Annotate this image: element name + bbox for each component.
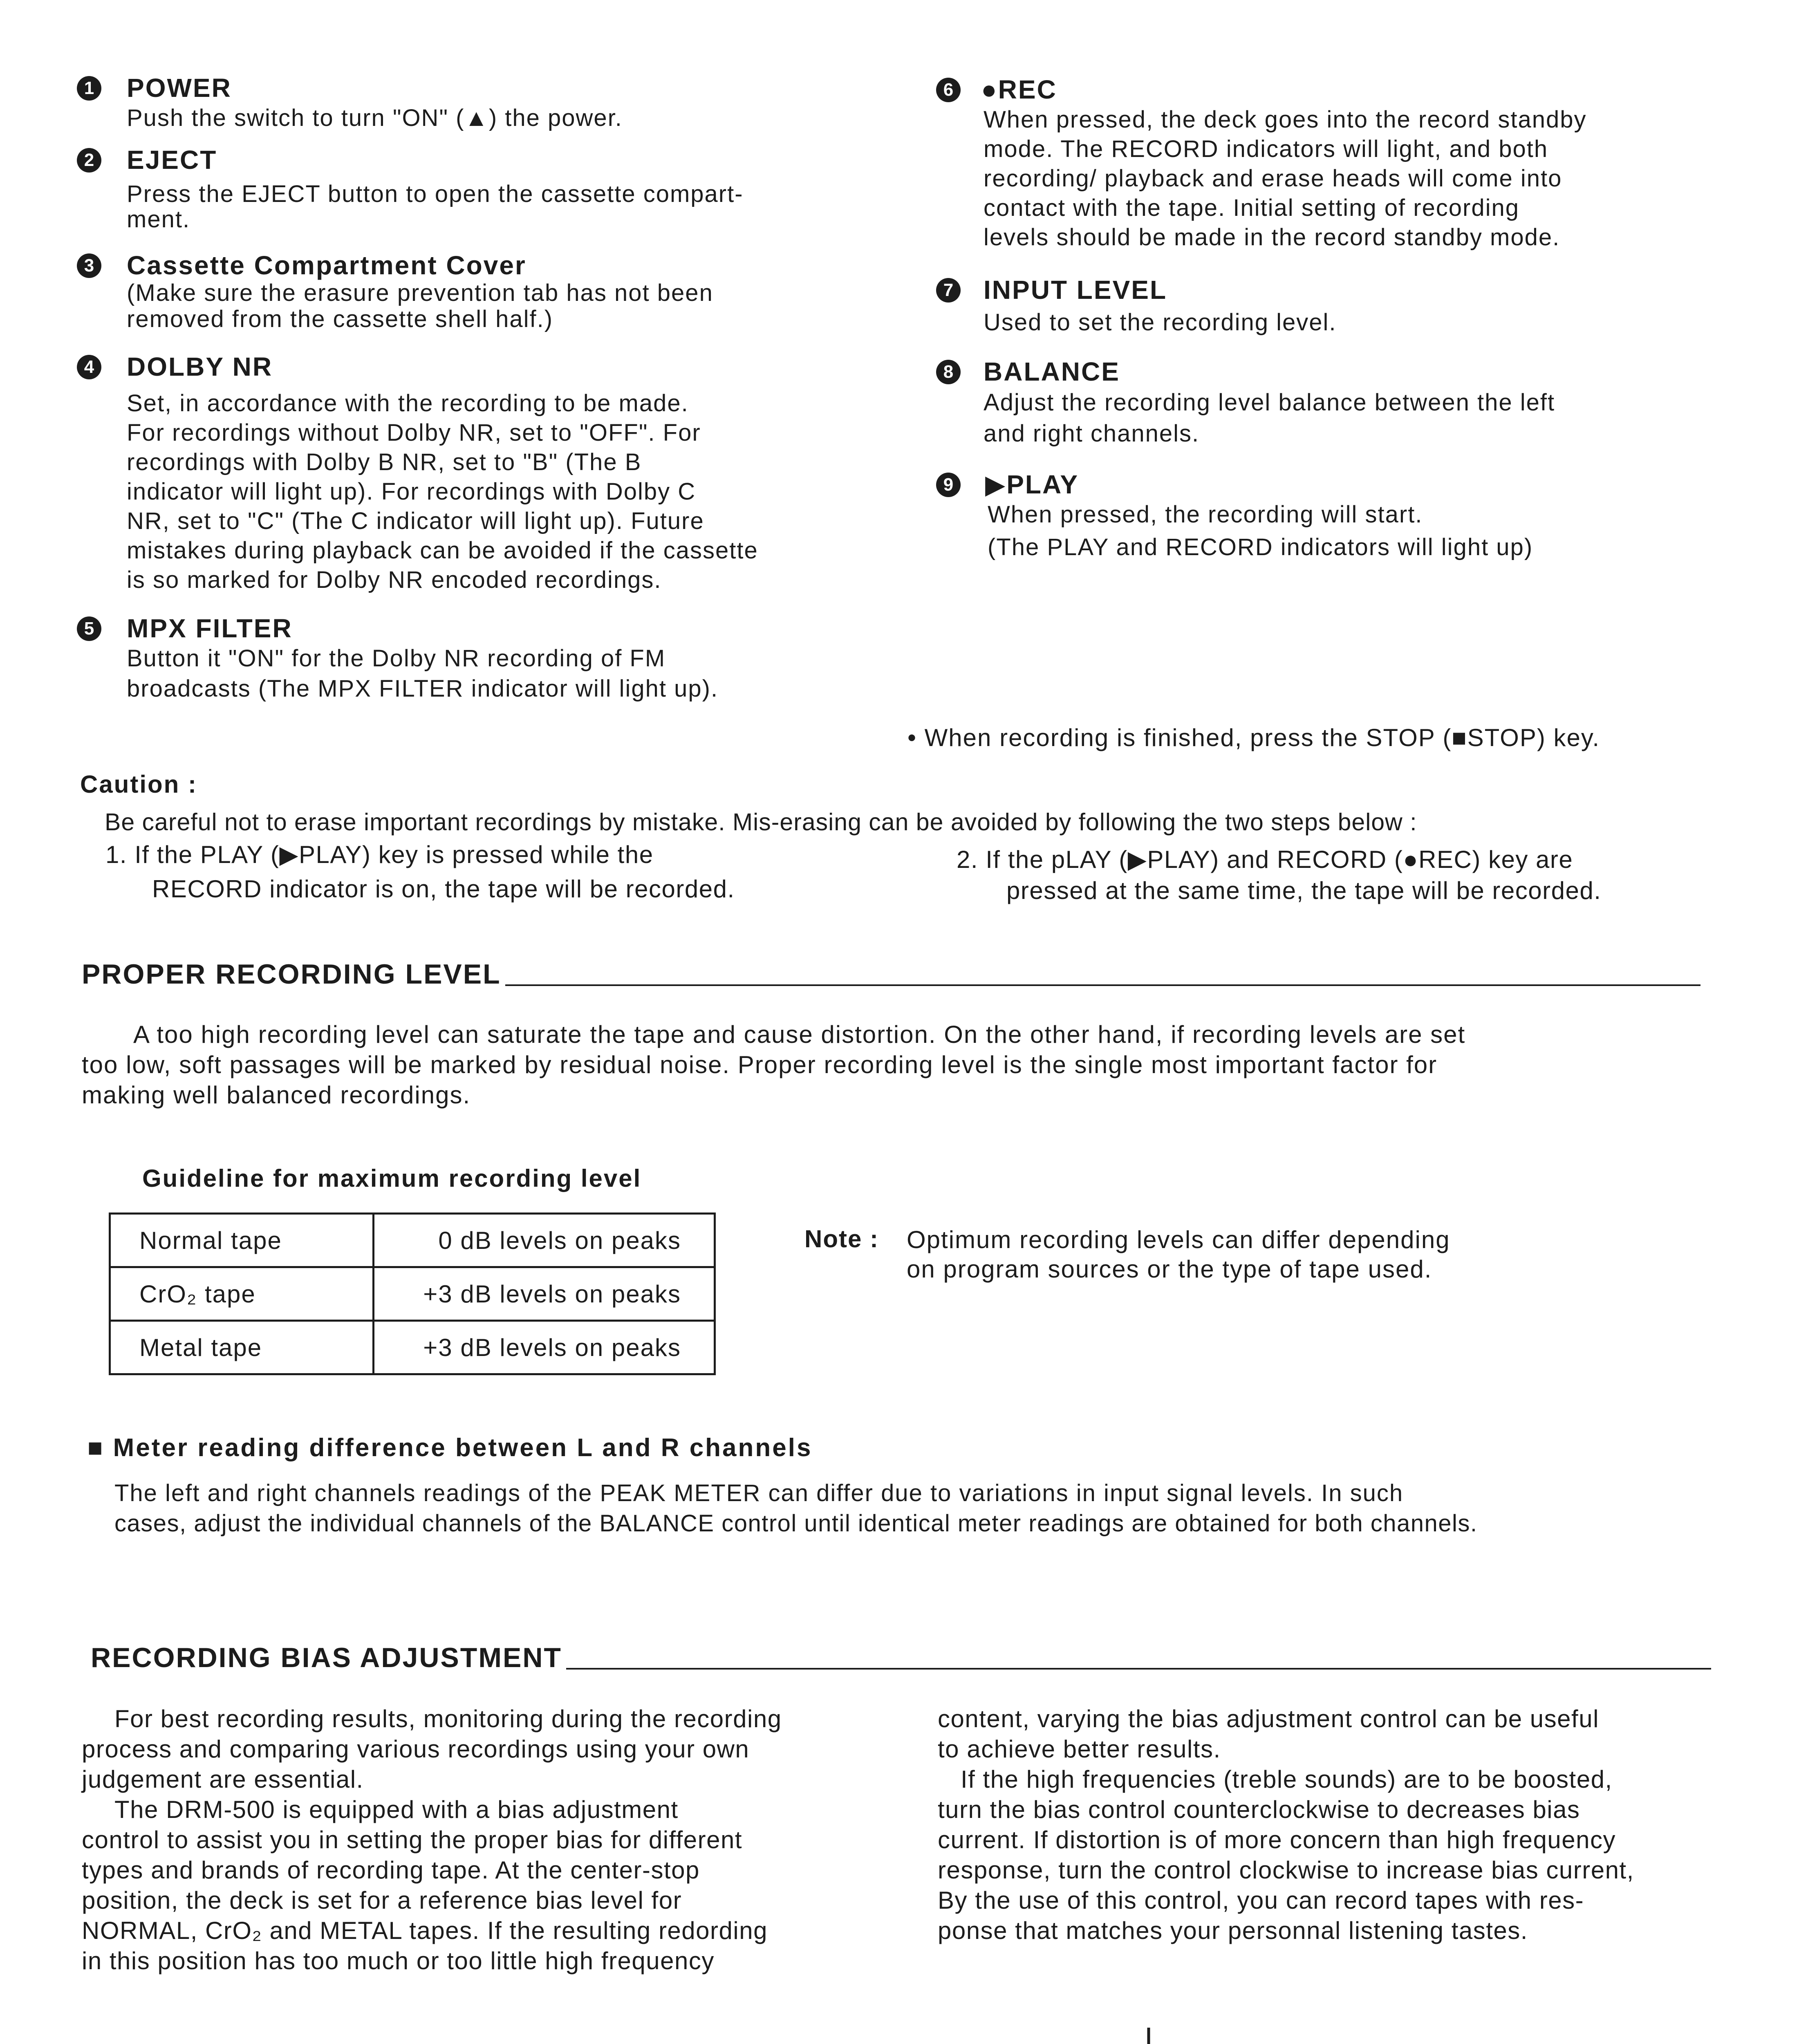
item-body-play-line-2: (The PLAY and RECORD indicators will light up) — [988, 534, 1533, 560]
bias-right-line-1: content, varying the bias adjustment control can be useful — [938, 1705, 1599, 1732]
item-number-8: 8 — [936, 360, 961, 384]
item-body-dolby-line-7: is so marked for Dolby NR encoded recordings. — [127, 567, 662, 593]
table-cell-level: +3 dB levels on peaks — [374, 1321, 715, 1374]
section-rule — [505, 984, 1700, 986]
item-title-cassette-cover: Cassette Compartment Cover — [127, 251, 527, 280]
caution-step-1-line-1: 1. If the PLAY (▶PLAY) key is pressed while the — [105, 841, 654, 868]
table-cell-tape: CrO₂ tape — [110, 1267, 374, 1321]
item-body-dolby-line-2: For recordings without Dolby NR, set to "OFF". For — [127, 419, 701, 446]
proper-level-para-line-2: too low, soft passages will be marked by residual noise. Proper recording level is the single most important factor for — [82, 1051, 1438, 1078]
guideline-table — [109, 1213, 716, 1375]
item-number-3: 3 — [77, 253, 101, 278]
item-body-input-level: Used to set the recording level. — [984, 309, 1337, 336]
item-number-2: 2 — [77, 148, 101, 173]
item-body-rec-line-4: contact with the tape. Initial setting of recording — [984, 195, 1520, 221]
bias-right-line-6: response, turn the control clockwise to increase bias current, — [938, 1856, 1634, 1884]
item-body-dolby-line-5: NR, set to "C" (The C indicator will light up). Future — [127, 508, 704, 534]
caution-heading: Caution : — [80, 771, 197, 798]
item-body-balance-line-1: Adjust the recording level balance between the left — [984, 389, 1555, 416]
bias-heading — [91, 1642, 1711, 1674]
item-number-9: 9 — [936, 473, 961, 497]
item-title-power: POWER — [127, 73, 232, 103]
caution-step-1-line-2: RECORD indicator is on, the tape will be recorded. — [152, 875, 735, 903]
item-body-rec-line-5: levels should be made in the record standby mode. — [984, 224, 1560, 251]
meter-line-2: cases, adjust the individual channels of the BALANCE control until identical meter readings are obtained for both channels. — [114, 1510, 1478, 1537]
item-body-mpx-line-1: Button it "ON" for the Dolby NR recording of FM — [127, 645, 666, 672]
bias-left-line-2: process and comparing various recordings using your own — [82, 1735, 750, 1763]
bias-right-line-8: ponse that matches your personnal listening tastes. — [938, 1917, 1528, 1944]
item-number-1: 1 — [77, 76, 101, 101]
item-body-eject-line-1: Press the EJECT button to open the cassette compart- — [127, 181, 744, 207]
item-number-5: 5 — [77, 616, 101, 641]
item-body-mpx-line-2: broadcasts (The MPX FILTER indicator will light up). — [127, 675, 719, 702]
proper-level-heading — [82, 958, 1700, 990]
caution-step-2-line-2: pressed at the same time, the tape will be recorded. — [1006, 877, 1602, 904]
item-title-play: ▶PLAY — [985, 470, 1079, 499]
guideline-title: Guideline for maximum recording level — [142, 1165, 642, 1192]
item-number-6: 6 — [936, 78, 961, 102]
bias-left-line-7: position, the deck is set for a reference bias level for — [82, 1887, 682, 1914]
table-row — [110, 1267, 715, 1321]
bias-left-line-1: For best recording results, monitoring during the recording — [114, 1705, 782, 1732]
item-body-dolby-line-6: mistakes during playback can be avoided if the cassette — [127, 537, 758, 564]
bias-left-line-4: The DRM-500 is equipped with a bias adjustment — [114, 1796, 679, 1823]
item-title-dolby-nr: DOLBY NR — [127, 352, 273, 381]
item-title-input-level: INPUT LEVEL — [984, 275, 1167, 305]
item-title-balance: BALANCE — [984, 357, 1120, 386]
table-cell-tape: Metal tape — [110, 1321, 374, 1374]
bias-right-line-3: If the high frequencies (treble sounds) are to be boosted, — [961, 1766, 1613, 1793]
item-body-cover-line-2: removed from the cassette shell half.) — [127, 306, 553, 332]
stop-note: • When recording is finished, press the STOP (■STOP) key. — [907, 724, 1600, 751]
item-title-rec: ●REC — [981, 75, 1057, 104]
bias-right-line-2: to achieve better results. — [938, 1735, 1221, 1763]
proper-level-title: PROPER RECORDING LEVEL — [82, 959, 501, 990]
bias-response-graph — [1104, 2019, 1545, 2044]
table-row — [110, 1214, 715, 1267]
bias-left-line-8: NORMAL, CrO₂ and METAL tapes. If the resulting redording — [82, 1917, 768, 1944]
meter-heading: ■ Meter reading difference between L and R channels — [87, 1434, 813, 1462]
proper-level-para-line-3: making well balanced recordings. — [82, 1081, 471, 1109]
bias-title: RECORDING BIAS ADJUSTMENT — [91, 1642, 562, 1673]
caution-step-2-line-1: 2. If the pLAY (▶PLAY) and RECORD (●REC) key are — [957, 846, 1573, 873]
item-body-power-line-1: Push the switch to turn "ON" (▲) the power. — [127, 105, 623, 131]
meter-line-1: The left and right channels readings of the PEAK METER can differ due to variations in input signal levels. In such — [114, 1480, 1404, 1506]
bias-right-line-5: current. If distortion is of more concern than high frequency — [938, 1826, 1616, 1853]
bias-left-line-6: types and brands of recording tape. At the center-stop — [82, 1856, 700, 1884]
item-body-rec-line-1: When pressed, the deck goes into the record standby — [984, 106, 1587, 133]
item-number-7: 7 — [936, 278, 961, 303]
item-number-4: 4 — [77, 355, 101, 379]
item-body-dolby-line-3: recordings with Dolby B NR, set to "B" (The B — [127, 449, 642, 475]
table-row — [110, 1321, 715, 1374]
item-body-rec-line-2: mode. The RECORD indicators will light, and both — [984, 136, 1548, 162]
bias-left-line-3: judgement are essential. — [82, 1766, 364, 1793]
section-rule — [566, 1668, 1711, 1670]
item-body-eject-line-2: ment. — [127, 206, 190, 233]
note-label: Note : — [804, 1225, 879, 1253]
item-title-eject: EJECT — [127, 145, 217, 175]
item-body-cover-line-1: (Make sure the erasure prevention tab has not been — [127, 280, 713, 306]
table-cell-level: +3 dB levels on peaks — [374, 1267, 715, 1321]
caution-intro: Be careful not to erase important recordings by mistake. Mis-erasing can be avoided by following the two steps below : — [105, 809, 1417, 836]
proper-level-para-line-1: A too high recording level can saturate the tape and cause distortion. On the other hand, if recording levels are set — [133, 1021, 1466, 1048]
note-line-1: Optimum recording levels can differ depending — [907, 1226, 1450, 1253]
item-title-mpx-filter: MPX FILTER — [127, 614, 293, 643]
item-body-dolby-line-4: indicator will light up). For recordings with Dolby C — [127, 478, 696, 505]
note-line-2: on program sources or the type of tape used. — [907, 1255, 1432, 1283]
bias-right-line-7: By the use of this control, you can record tapes with res- — [938, 1887, 1584, 1914]
bias-left-line-5: control to assist you in setting the proper bias for different — [82, 1826, 743, 1853]
table-cell-level: 0 dB levels on peaks — [374, 1214, 715, 1267]
bias-left-line-9: in this position has too much or too little high frequency — [82, 1947, 715, 1975]
table-cell-tape: Normal tape — [110, 1214, 374, 1267]
item-body-dolby-line-1: Set, in accordance with the recording to be made. — [127, 390, 689, 417]
item-body-play-line-1: When pressed, the recording will start. — [988, 501, 1423, 528]
bias-right-line-4: turn the bias control counterclockwise to decreases bias — [938, 1796, 1580, 1823]
item-body-balance-line-2: and right channels. — [984, 420, 1200, 447]
item-body-rec-line-3: recording/ playback and erase heads will come into — [984, 165, 1562, 192]
